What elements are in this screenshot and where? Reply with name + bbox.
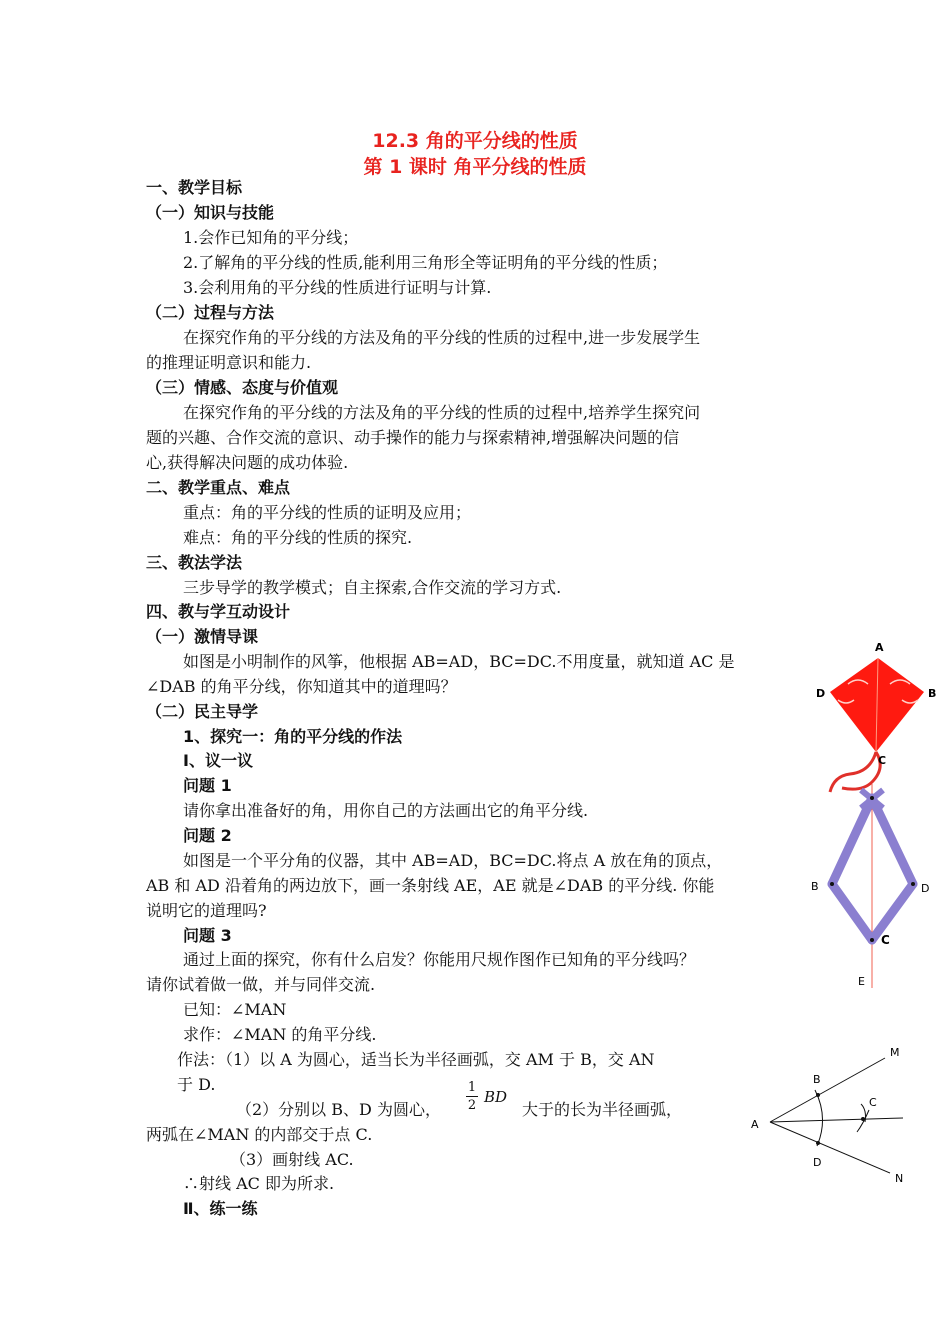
subsection-heading: （一）知识与技能 xyxy=(146,203,275,222)
text-line: 于 D. xyxy=(177,1075,216,1094)
text-line: 如图是一个平分角的仪器，其中 AB=AD，BC=DC.将点 A 放在角的顶点， xyxy=(183,851,723,870)
construction-label-m: M xyxy=(890,1046,900,1059)
text-line: 的推理证明意识和能力. xyxy=(146,353,312,372)
section-heading: 三、教法学法 xyxy=(146,553,243,572)
text-line: ∠DAB 的角平分线，你知道其中的道理吗？ xyxy=(146,677,457,696)
subsection-heading: Ⅰ、议一议 xyxy=(183,751,253,770)
text-line: 重点：角的平分线的性质的证明及应用； xyxy=(183,503,472,522)
point-b xyxy=(816,1093,820,1097)
text-line: ∴射线 AC 即为所求. xyxy=(183,1174,335,1193)
joint-dot xyxy=(870,938,874,942)
kite-label-b: B xyxy=(928,687,937,700)
text-line: 求作：∠MAN 的角平分线. xyxy=(183,1025,377,1044)
text-line: 在探究作角的平分线的方法及角的平分线的性质的过程中,培养学生探究问 xyxy=(183,403,701,422)
ray-an xyxy=(770,1122,890,1173)
fraction-one-half: 1 2 xyxy=(467,1080,477,1113)
fraction-bd: BD xyxy=(484,1088,508,1106)
joint-dot xyxy=(830,882,834,886)
kite-label-a: A xyxy=(875,641,884,654)
point-d xyxy=(816,1141,820,1145)
question-label: 问题 2 xyxy=(183,826,232,845)
subsection-heading: Ⅱ、练一练 xyxy=(183,1199,258,1218)
kite-label-d: D xyxy=(816,687,826,700)
bisector-instrument-figure xyxy=(805,780,935,995)
kite-label-c: C xyxy=(878,754,887,767)
section-heading: 四、教与学互动设计 xyxy=(146,602,291,621)
section-heading: 一、教学目标 xyxy=(146,178,243,197)
instrument-label-e: E xyxy=(858,975,865,988)
instrument-label-c: C xyxy=(881,933,890,947)
text-line: 大于的长为半径画弧， xyxy=(522,1100,683,1119)
kite-figure xyxy=(808,640,950,800)
text-line: 难点：角的平分线的性质的探究. xyxy=(183,528,413,547)
text-line: 三步导学的教学模式；自主探索,合作交流的学习方式. xyxy=(183,578,562,597)
text-line: 已知：∠MAN xyxy=(183,1000,287,1019)
subsection-heading: （二）过程与方法 xyxy=(146,303,275,322)
text-line: 请你试着做一做，并与同伴交流. xyxy=(146,975,376,994)
text-line: 题的兴趣、合作交流的意识、动手操作的能力与探索精神,增强解决问题的信 xyxy=(146,428,680,447)
subsection-heading: （三）情感、态度与价值观 xyxy=(146,378,339,397)
text-line: 说明它的道理吗? xyxy=(146,901,267,920)
subsection-heading: （一）激情导课 xyxy=(146,627,259,646)
construction-label-b: B xyxy=(813,1073,821,1086)
instrument-arm-bc xyxy=(832,884,872,940)
subsection-heading: （二）民主导学 xyxy=(146,702,259,721)
arc-bd xyxy=(815,1090,823,1146)
instrument-label-b: B xyxy=(811,880,819,893)
text-line: 请你拿出准备好的角，用你自己的方法画出它的角平分线. xyxy=(183,801,589,820)
text-line: AB 和 AD 沿着角的两边放下，画一条射线 AE，AE 就是∠DAB 的平分线. 你能 xyxy=(146,876,715,895)
construction-label-c: C xyxy=(869,1096,877,1109)
text-line: 1.会作已知角的平分线； xyxy=(183,228,359,247)
text-line: 3.会利用角的平分线的性质进行证明与计算. xyxy=(183,278,492,297)
construction-label-a: A xyxy=(751,1118,759,1131)
section-heading: 二、教学重点、难点 xyxy=(146,478,291,497)
text-line: 两弧在∠MAN 的内部交于点 C. xyxy=(146,1125,373,1144)
text-line: 2.了解角的平分线的性质,能利用三角形全等证明角的平分线的性质； xyxy=(183,253,668,272)
lesson-title: 12.3 角的平分线的性质 xyxy=(372,130,578,152)
text-line: 在探究作角的平分线的方法及角的平分线的性质的过程中,进一步发展学生 xyxy=(183,328,701,347)
point-c xyxy=(861,1117,865,1121)
instrument-arm-ad xyxy=(872,798,913,884)
text-line: 如图是小明制作的风筝，他根据 AB=AD，BC=DC.不用度量，就知道 AC 是 xyxy=(183,652,735,671)
instrument-arm-ab xyxy=(832,798,872,884)
construction-label-n: N xyxy=(895,1172,904,1185)
construction-figure xyxy=(745,1040,920,1190)
joint-dot xyxy=(911,882,915,886)
text-line: 通过上面的探究，你有什么启发？你能用尺规作图作已知角的平分线吗？ xyxy=(183,950,696,969)
subsection-heading: 1、探究一：角的平分线的作法 xyxy=(183,727,403,746)
text-line: 心,获得解决问题的成功体验. xyxy=(146,453,349,472)
joint-dot xyxy=(870,796,874,800)
text-line: （2）分别以 B、D 为圆心， xyxy=(236,1100,441,1119)
construction-label-d: D xyxy=(813,1156,822,1169)
instrument-arm-dc xyxy=(872,884,913,940)
question-label: 问题 1 xyxy=(183,776,232,795)
question-label: 问题 3 xyxy=(183,926,232,945)
instrument-label-d: D xyxy=(921,882,930,895)
ray-ac xyxy=(770,1118,903,1122)
lesson-subtitle: 第 1 课时 角平分线的性质 xyxy=(363,156,587,178)
text-line: 作法：（1）以 A 为圆心，适当长为半径画弧，交 AM 于 B，交 AN xyxy=(177,1050,655,1069)
text-line: （3）画射线 AC. xyxy=(230,1150,354,1169)
